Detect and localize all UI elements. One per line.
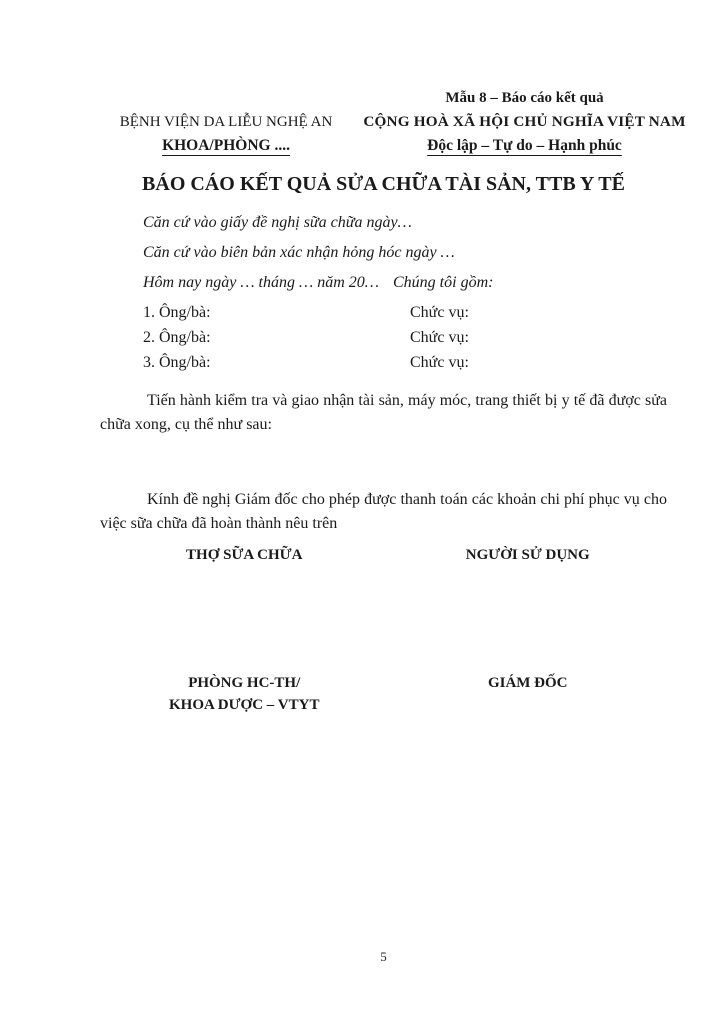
document-header xyxy=(100,86,723,158)
admin-dept-line-2: KHOA DƯỢC – VTYT xyxy=(169,697,320,713)
report-title: BÁO CÁO KẾT QUẢ SỬA CHỮA TÀI SẢN, TTB Y TẾ xyxy=(142,173,625,195)
recital-line-1: Căn cứ vào giấy đề nghị sữa chữa ngày… xyxy=(143,214,412,231)
signature-label-repairer: THỢ SỮA CHỮA xyxy=(186,547,303,563)
person-label: 3. Ông/bà: xyxy=(143,354,211,371)
committee-row xyxy=(143,350,667,375)
document-body xyxy=(0,172,723,716)
paragraph-inspection: Tiến hành kiểm tra và giao nhận tài sản, máy móc, trang thiết bị y tế đã được sửa chữa xong, cụ thể như sau: xyxy=(100,392,667,433)
role-label: Chức vụ: xyxy=(410,329,469,346)
national-motto: Độc lập – Tự do – Hạnh phúc xyxy=(427,137,622,154)
recital-line-2: Căn cứ vào biên bản xác nhận hỏng hóc ngày … xyxy=(143,244,455,261)
signature-row-1 xyxy=(100,546,667,564)
recital-line-3-date: Hôm nay ngày … tháng … năm 20… xyxy=(143,274,379,291)
signature-label-director: GIÁM ĐỐC xyxy=(487,675,568,691)
committee-row xyxy=(143,300,667,325)
national-title: CỘNG HOÀ XÃ HỘI CHỦ NGHĨA VIỆT NAM xyxy=(363,113,686,130)
form-label: Mẫu 8 – Báo cáo kết quả xyxy=(445,90,604,106)
recital-line-3-intro: Chúng tôi gồm: xyxy=(393,274,494,291)
page-number: 5 xyxy=(380,949,387,964)
signature-label-admin-dept xyxy=(100,672,388,716)
committee-list xyxy=(143,300,667,375)
header-left-block xyxy=(100,86,352,158)
department-name: KHOA/PHÒNG .... xyxy=(162,137,290,154)
person-label: 2. Ông/bà: xyxy=(143,329,211,346)
admin-dept-line-1: PHÒNG HC-TH/ xyxy=(188,675,301,691)
signature-row-2 xyxy=(100,672,667,716)
role-label: Chức vụ: xyxy=(410,354,469,371)
header-right-block xyxy=(352,86,697,158)
recitals-block xyxy=(143,208,667,298)
role-label: Chức vụ: xyxy=(410,304,469,321)
hospital-name: BỆNH VIỆN DA LIỄU NGHỆ AN xyxy=(119,114,333,130)
committee-row xyxy=(143,325,667,350)
paragraph-request: Kính đề nghị Giám đốc cho phép được thanh toán các khoản chi phí phục vụ cho việc sữa chữa đã hoàn thành nêu trên xyxy=(100,491,667,532)
person-label: 1. Ông/bà: xyxy=(143,304,211,321)
signature-label-user: NGƯỜI SỬ DỤNG xyxy=(465,547,590,563)
recital-line-3 xyxy=(143,268,667,298)
